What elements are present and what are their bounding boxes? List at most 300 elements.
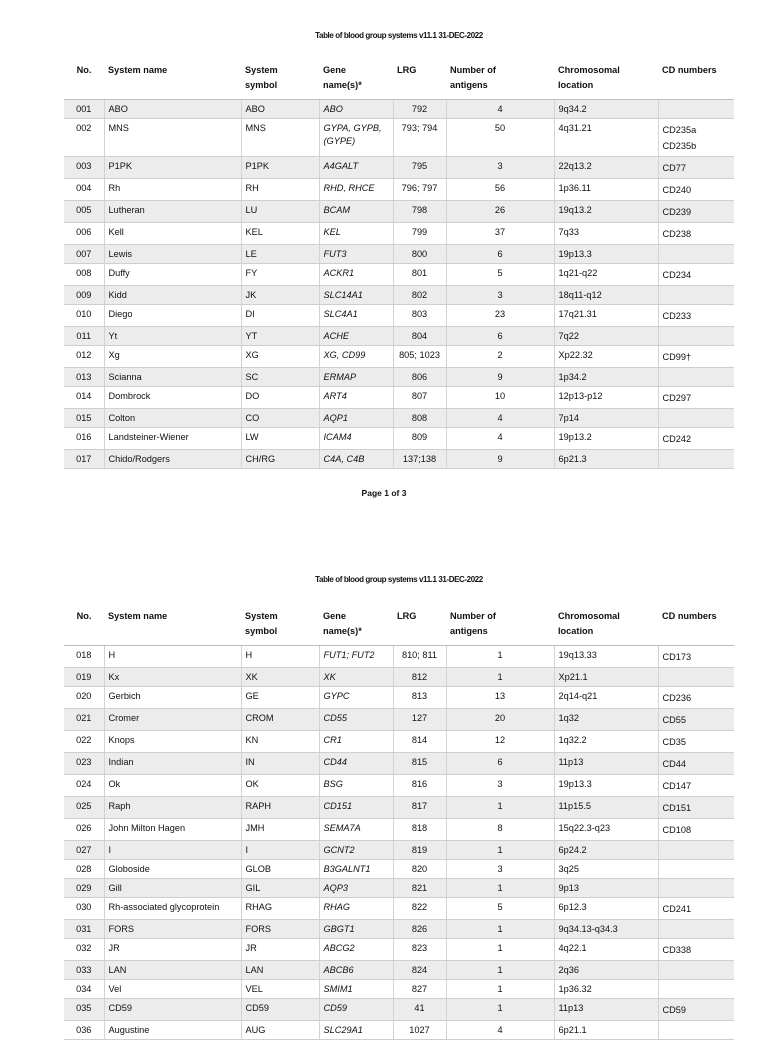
cell-gene: SLC4A1 <box>319 305 393 327</box>
cell-antigens: 4 <box>446 100 554 119</box>
cell-chromosomal-location: 6p12.3 <box>554 898 658 920</box>
cell-antigens: 6 <box>446 245 554 264</box>
cell-chromosomal-location: 1p34.2 <box>554 368 658 387</box>
cd-number: CD236 <box>662 693 692 703</box>
header-lrg: LRG <box>393 63 446 100</box>
cell-chromosomal-location: Xp22.32 <box>554 346 658 368</box>
cell-antigens: 1 <box>446 646 554 668</box>
table-row <box>64 980 734 999</box>
cell-lrg: 821 <box>393 879 446 898</box>
cell-system-name: Rh <box>104 179 241 201</box>
table-row <box>64 860 734 879</box>
cell-chromosomal-location: 11p15.5 <box>554 797 658 819</box>
cell-lrg: 802 <box>393 286 446 305</box>
cell-system-symbol: JMH <box>241 819 319 841</box>
cell-chromosomal-location: 11p13 <box>554 753 658 775</box>
cell-cd-numbers <box>658 223 734 245</box>
cell-system-name: John Milton Hagen <box>104 819 241 841</box>
cd-number: CD151 <box>662 803 692 813</box>
cell-system-name: H <box>104 646 241 668</box>
cell-cd-numbers <box>658 879 734 898</box>
cell-cd-numbers <box>658 327 734 346</box>
cell-no: 002 <box>64 119 104 157</box>
cell-antigens: 1 <box>446 797 554 819</box>
cell-system-name: Xg <box>104 346 241 368</box>
cell-no: 021 <box>64 709 104 731</box>
cell-chromosomal-location: 7q22 <box>554 327 658 346</box>
cell-lrg: 820 <box>393 860 446 879</box>
table-row <box>64 305 734 327</box>
cell-system-symbol: MNS <box>241 119 319 157</box>
cell-no: 033 <box>64 961 104 980</box>
cell-gene: C4A, C4B <box>319 450 393 469</box>
cd-number: CD59 <box>662 1005 686 1015</box>
cell-antigens: 20 <box>446 709 554 731</box>
cell-chromosomal-location: 7p14 <box>554 409 658 428</box>
cell-chromosomal-location: 11p13 <box>554 999 658 1021</box>
cell-system-symbol: DI <box>241 305 319 327</box>
cell-system-symbol: VEL <box>241 980 319 999</box>
cell-system-name: Lewis <box>104 245 241 264</box>
cell-system-symbol: AUG <box>241 1021 319 1040</box>
cell-chromosomal-location: Xp21.1 <box>554 668 658 687</box>
cell-no: 019 <box>64 668 104 687</box>
cell-system-name: Augustine <box>104 1021 241 1040</box>
cell-no: 015 <box>64 409 104 428</box>
cell-lrg: 819 <box>393 841 446 860</box>
cell-gene: ABO <box>319 100 393 119</box>
table-row <box>64 646 734 668</box>
cell-cd-numbers <box>658 980 734 999</box>
header-gene: Gene name(s)* <box>319 63 393 100</box>
cell-lrg: 816 <box>393 775 446 797</box>
cell-chromosomal-location: 9q34.2 <box>554 100 658 119</box>
cell-cd-numbers <box>658 201 734 223</box>
cell-system-symbol: ABO <box>241 100 319 119</box>
table-row <box>64 327 734 346</box>
cell-cd-numbers <box>658 264 734 286</box>
cell-system-name: Knops <box>104 731 241 753</box>
header-system-symbol: System symbol <box>241 609 319 646</box>
cd-number: CD77 <box>662 163 686 173</box>
table-row <box>64 939 734 961</box>
table-row <box>64 368 734 387</box>
cell-system-symbol: XG <box>241 346 319 368</box>
cell-system-name: Rh-associated glycoprotein <box>104 898 241 920</box>
cell-lrg: 798 <box>393 201 446 223</box>
cell-system-name: Raph <box>104 797 241 819</box>
cell-cd-numbers <box>658 961 734 980</box>
header-antigens: Number of antigens <box>446 609 554 646</box>
cell-system-symbol: P1PK <box>241 157 319 179</box>
cell-lrg: 796; 797 <box>393 179 446 201</box>
page-footer: Page 1 of 3 <box>361 488 407 498</box>
cell-chromosomal-location: 1q32.2 <box>554 731 658 753</box>
cell-gene: ABCB6 <box>319 961 393 980</box>
cell-no: 004 <box>64 179 104 201</box>
cell-antigens: 5 <box>446 264 554 286</box>
cell-lrg: 793; 794 <box>393 119 446 157</box>
cell-system-symbol: GE <box>241 687 319 709</box>
cell-cd-numbers <box>658 646 734 668</box>
cell-antigens: 3 <box>446 286 554 305</box>
cell-system-symbol: XK <box>241 668 319 687</box>
table-row <box>64 753 734 775</box>
cd-number: CD234 <box>662 270 692 280</box>
cell-cd-numbers <box>658 245 734 264</box>
cd-number: CD235a <box>662 125 697 135</box>
cell-cd-numbers <box>658 687 734 709</box>
cell-cd-numbers <box>658 841 734 860</box>
cell-gene: CD151 <box>319 797 393 819</box>
cell-lrg: 827 <box>393 980 446 999</box>
cell-cd-numbers <box>658 305 734 327</box>
cell-no: 026 <box>64 819 104 841</box>
cell-system-name: Gerbich <box>104 687 241 709</box>
cell-lrg: 812 <box>393 668 446 687</box>
cell-chromosomal-location: 9p13 <box>554 879 658 898</box>
cell-cd-numbers <box>658 999 734 1021</box>
cell-chromosomal-location: 19q13.33 <box>554 646 658 668</box>
cell-no: 028 <box>64 860 104 879</box>
cell-system-name: Kell <box>104 223 241 245</box>
cell-antigens: 10 <box>446 387 554 409</box>
cell-antigens: 3 <box>446 157 554 179</box>
cell-lrg: 804 <box>393 327 446 346</box>
cell-gene: ERMAP <box>319 368 393 387</box>
cell-lrg: 817 <box>393 797 446 819</box>
cell-no: 018 <box>64 646 104 668</box>
cell-lrg: 822 <box>393 898 446 920</box>
cell-system-name: Chido/Rodgers <box>104 450 241 469</box>
cell-cd-numbers <box>658 1021 734 1040</box>
cell-no: 020 <box>64 687 104 709</box>
table-row <box>64 999 734 1021</box>
cell-antigens: 4 <box>446 409 554 428</box>
cell-system-symbol: GLOB <box>241 860 319 879</box>
cell-system-name: Gill <box>104 879 241 898</box>
cell-chromosomal-location: 3q25 <box>554 860 658 879</box>
cell-antigens: 5 <box>446 898 554 920</box>
cell-lrg: 806 <box>393 368 446 387</box>
table-body <box>64 646 734 1040</box>
cell-antigens: 23 <box>446 305 554 327</box>
cell-antigens: 50 <box>446 119 554 157</box>
cell-system-name: Duffy <box>104 264 241 286</box>
cell-chromosomal-location: 1p36.32 <box>554 980 658 999</box>
cell-cd-numbers <box>658 775 734 797</box>
cell-system-symbol: SC <box>241 368 319 387</box>
cell-cd-numbers <box>658 286 734 305</box>
table-row <box>64 898 734 920</box>
cd-number: CD235b <box>662 141 697 151</box>
table-row <box>64 731 734 753</box>
cell-no: 009 <box>64 286 104 305</box>
cell-gene: AQP1 <box>319 409 393 428</box>
cell-chromosomal-location: 4q22.1 <box>554 939 658 961</box>
cell-system-name: Landsteiner-Wiener <box>104 428 241 450</box>
cell-lrg: 803 <box>393 305 446 327</box>
header-chromosomal: Chromosomal location <box>554 63 658 100</box>
cell-gene: XK <box>319 668 393 687</box>
cd-number: CD297 <box>662 393 692 403</box>
cell-system-name: P1PK <box>104 157 241 179</box>
table-row <box>64 841 734 860</box>
cell-no: 032 <box>64 939 104 961</box>
cell-no: 025 <box>64 797 104 819</box>
cell-gene: FUT3 <box>319 245 393 264</box>
cell-gene: CR1 <box>319 731 393 753</box>
page-1 <box>64 31 734 469</box>
cell-cd-numbers <box>658 428 734 450</box>
cell-gene: ICAM4 <box>319 428 393 450</box>
cell-lrg: 137;138 <box>393 450 446 469</box>
cell-system-name: JR <box>104 939 241 961</box>
cell-gene: XG, CD99 <box>319 346 393 368</box>
cell-no: 016 <box>64 428 104 450</box>
header-chromosomal: Chromosomal location <box>554 609 658 646</box>
cell-antigens: 1 <box>446 999 554 1021</box>
cell-system-name: Indian <box>104 753 241 775</box>
header-cd: CD numbers <box>658 609 734 646</box>
cd-number: CD240 <box>662 185 692 195</box>
cell-no: 014 <box>64 387 104 409</box>
cell-antigens: 1 <box>446 668 554 687</box>
cell-lrg: 795 <box>393 157 446 179</box>
cell-system-symbol: FY <box>241 264 319 286</box>
cell-gene: SLC29A1 <box>319 1021 393 1040</box>
cell-chromosomal-location: 19p13.3 <box>554 245 658 264</box>
cell-no: 023 <box>64 753 104 775</box>
cell-system-name: Globoside <box>104 860 241 879</box>
cell-no: 010 <box>64 305 104 327</box>
cell-system-name: Vel <box>104 980 241 999</box>
page-title: Table of blood group systems v11.1 31-DEC-2022 <box>315 31 483 40</box>
cell-lrg: 813 <box>393 687 446 709</box>
cell-gene: SLC14A1 <box>319 286 393 305</box>
cell-gene: AQP3 <box>319 879 393 898</box>
cell-cd-numbers <box>658 819 734 841</box>
cell-system-name: Kidd <box>104 286 241 305</box>
cell-chromosomal-location: 15q22.3-q23 <box>554 819 658 841</box>
cell-system-symbol: CO <box>241 409 319 428</box>
cell-no: 011 <box>64 327 104 346</box>
cell-cd-numbers <box>658 409 734 428</box>
cell-antigens: 1 <box>446 939 554 961</box>
header-system-name: System name <box>104 609 241 646</box>
cell-no: 001 <box>64 100 104 119</box>
cell-antigens: 9 <box>446 450 554 469</box>
cell-antigens: 4 <box>446 1021 554 1040</box>
cell-cd-numbers <box>658 920 734 939</box>
table-row <box>64 409 734 428</box>
cd-number: CD238 <box>662 229 692 239</box>
cell-system-name: I <box>104 841 241 860</box>
cell-antigens: 26 <box>446 201 554 223</box>
cell-gene: GYPC <box>319 687 393 709</box>
cell-system-name: ABO <box>104 100 241 119</box>
table-row <box>64 264 734 286</box>
table-row <box>64 668 734 687</box>
cell-antigens: 37 <box>446 223 554 245</box>
cell-chromosomal-location: 18q11-q12 <box>554 286 658 305</box>
cd-number: CD242 <box>662 434 692 444</box>
table-row <box>64 346 734 368</box>
cell-system-symbol: LW <box>241 428 319 450</box>
cell-system-name: Lutheran <box>104 201 241 223</box>
cell-antigens: 6 <box>446 327 554 346</box>
cell-system-name: Ok <box>104 775 241 797</box>
cell-lrg: 818 <box>393 819 446 841</box>
cell-system-symbol: JK <box>241 286 319 305</box>
cell-no: 003 <box>64 157 104 179</box>
cell-lrg: 826 <box>393 920 446 939</box>
cell-no: 006 <box>64 223 104 245</box>
cell-gene: CD59 <box>319 999 393 1021</box>
table-row <box>64 100 734 119</box>
cell-gene: ACKR1 <box>319 264 393 286</box>
cell-system-symbol: LU <box>241 201 319 223</box>
cell-antigens: 3 <box>446 775 554 797</box>
cell-cd-numbers <box>658 100 734 119</box>
cell-system-symbol: I <box>241 841 319 860</box>
cell-gene: CD55 <box>319 709 393 731</box>
cell-system-symbol: YT <box>241 327 319 346</box>
cd-number: CD99† <box>662 352 692 362</box>
table-row <box>64 797 734 819</box>
cell-system-symbol: RAPH <box>241 797 319 819</box>
cell-system-symbol: GIL <box>241 879 319 898</box>
header-system-name: System name <box>104 63 241 100</box>
cd-number: CD108 <box>662 825 692 835</box>
cell-gene: KEL <box>319 223 393 245</box>
cell-gene: RHD, RHCE <box>319 179 393 201</box>
cell-system-symbol: KEL <box>241 223 319 245</box>
cell-no: 029 <box>64 879 104 898</box>
cell-gene: ABCG2 <box>319 939 393 961</box>
cell-chromosomal-location: 9q34.13-q34.3 <box>554 920 658 939</box>
cell-antigens: 12 <box>446 731 554 753</box>
cell-system-name: LAN <box>104 961 241 980</box>
cell-lrg: 824 <box>393 961 446 980</box>
cell-system-symbol: H <box>241 646 319 668</box>
cell-no: 005 <box>64 201 104 223</box>
cell-gene: GCNT2 <box>319 841 393 860</box>
cell-chromosomal-location: 7q33 <box>554 223 658 245</box>
cell-system-name: CD59 <box>104 999 241 1021</box>
cell-system-symbol: KN <box>241 731 319 753</box>
table-header <box>64 63 734 100</box>
cell-no: 013 <box>64 368 104 387</box>
header-no: No. <box>64 609 104 646</box>
cd-number: CD35 <box>662 737 686 747</box>
cell-lrg: 805; 1023 <box>393 346 446 368</box>
table-row <box>64 223 734 245</box>
cell-cd-numbers <box>658 157 734 179</box>
cell-lrg: 815 <box>393 753 446 775</box>
cd-number: CD338 <box>662 945 692 955</box>
cell-gene: A4GALT <box>319 157 393 179</box>
table-row <box>64 157 734 179</box>
table-row <box>64 387 734 409</box>
cell-system-symbol: CD59 <box>241 999 319 1021</box>
cell-chromosomal-location: 6p21.3 <box>554 450 658 469</box>
table-body <box>64 100 734 469</box>
cell-no: 007 <box>64 245 104 264</box>
cd-number: CD55 <box>662 715 686 725</box>
cell-antigens: 1 <box>446 920 554 939</box>
cell-gene: GBGT1 <box>319 920 393 939</box>
cd-number: CD173 <box>662 652 692 662</box>
cell-cd-numbers <box>658 939 734 961</box>
cell-cd-numbers <box>658 709 734 731</box>
cell-chromosomal-location: 12p13-p12 <box>554 387 658 409</box>
cell-cd-numbers <box>658 450 734 469</box>
cell-system-name: Yt <box>104 327 241 346</box>
cell-cd-numbers <box>658 753 734 775</box>
cell-chromosomal-location: 22q13.2 <box>554 157 658 179</box>
cell-antigens: 1 <box>446 841 554 860</box>
cell-gene: FUT1; FUT2 <box>319 646 393 668</box>
cell-gene: BCAM <box>319 201 393 223</box>
cell-antigens: 1 <box>446 879 554 898</box>
cell-antigens: 13 <box>446 687 554 709</box>
cell-lrg: 1027 <box>393 1021 446 1040</box>
cell-lrg: 800 <box>393 245 446 264</box>
cell-cd-numbers <box>658 179 734 201</box>
cell-system-symbol: IN <box>241 753 319 775</box>
cell-system-symbol: OK <box>241 775 319 797</box>
cell-gene: SMIM1 <box>319 980 393 999</box>
cd-number: CD147 <box>662 781 692 791</box>
cell-antigens: 9 <box>446 368 554 387</box>
cell-system-name: Scianna <box>104 368 241 387</box>
cell-gene: ACHE <box>319 327 393 346</box>
cell-chromosomal-location: 17q21.31 <box>554 305 658 327</box>
cell-lrg: 807 <box>393 387 446 409</box>
cell-no: 024 <box>64 775 104 797</box>
cell-no: 008 <box>64 264 104 286</box>
cell-chromosomal-location: 1q32 <box>554 709 658 731</box>
cell-system-symbol: RHAG <box>241 898 319 920</box>
cell-no: 030 <box>64 898 104 920</box>
cell-no: 035 <box>64 999 104 1021</box>
cell-antigens: 56 <box>446 179 554 201</box>
cell-antigens: 3 <box>446 860 554 879</box>
header-lrg: LRG <box>393 609 446 646</box>
table-row <box>64 450 734 469</box>
cell-gene: SEMA7A <box>319 819 393 841</box>
cell-lrg: 823 <box>393 939 446 961</box>
cell-lrg: 792 <box>393 100 446 119</box>
header-system-symbol: System symbol <box>241 63 319 100</box>
cell-antigens: 1 <box>446 961 554 980</box>
table-row <box>64 819 734 841</box>
cell-system-name: Cromer <box>104 709 241 731</box>
table-row <box>64 687 734 709</box>
cell-cd-numbers <box>658 387 734 409</box>
cell-system-name: MNS <box>104 119 241 157</box>
cell-gene: RHAG <box>319 898 393 920</box>
cell-no: 031 <box>64 920 104 939</box>
table-row <box>64 775 734 797</box>
cell-gene: CD44 <box>319 753 393 775</box>
cell-system-name: Colton <box>104 409 241 428</box>
header-no: No. <box>64 63 104 100</box>
page-2 <box>64 575 734 1040</box>
cell-lrg: 809 <box>393 428 446 450</box>
cell-system-symbol: LE <box>241 245 319 264</box>
